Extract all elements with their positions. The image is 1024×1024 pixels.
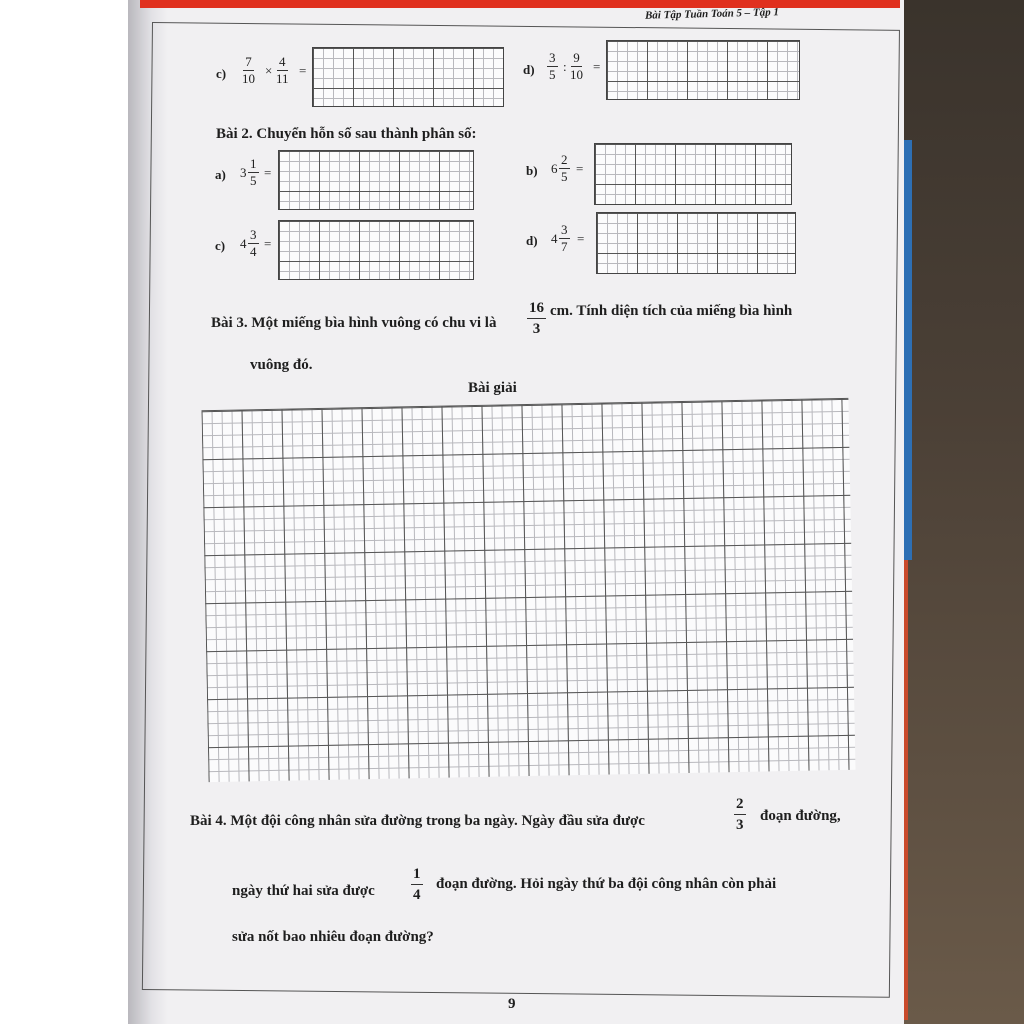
- background-left: [0, 0, 130, 1024]
- equals-sign: =: [264, 165, 272, 180]
- whole-number: 4: [551, 231, 558, 246]
- ex1-c-answer-grid[interactable]: [312, 47, 504, 107]
- ex4-text-part3: ngày thứ hai sửa được: [232, 883, 375, 899]
- ex1-c-fraction-a: [240, 54, 257, 87]
- ex3-text-part1: Bài 3. Một miếng bìa hình vuông có chu vi là: [211, 315, 497, 331]
- whole-number: 3: [240, 165, 247, 180]
- ex4-fraction-day1: [734, 794, 746, 835]
- ex4-text-part2: đoạn đường,: [760, 808, 841, 824]
- ex1-d-answer-grid[interactable]: [606, 40, 800, 100]
- whole-number: 4: [240, 236, 247, 251]
- ex4-fraction-day2: [411, 864, 423, 905]
- ex2-a-fraction: [248, 156, 259, 189]
- denominator: 10: [242, 71, 255, 86]
- numerator: 1: [250, 156, 257, 171]
- ex2-c-label: c): [215, 238, 226, 253]
- ex2-c-fraction: [248, 227, 259, 260]
- denominator: 4: [413, 887, 421, 903]
- ex3-perimeter-fraction: [527, 298, 546, 339]
- multiply-sign: ×: [265, 63, 273, 78]
- equals-sign: =: [576, 161, 584, 176]
- page-number: 9: [508, 996, 516, 1012]
- denominator: 11: [276, 71, 289, 86]
- ex2-c-answer-grid[interactable]: [278, 220, 474, 280]
- ex1-c-label: c): [216, 66, 227, 81]
- cover-edge-band: [140, 0, 900, 8]
- equals-sign: =: [577, 231, 585, 246]
- ex2-a-label: a): [215, 167, 226, 182]
- numerator: 3: [549, 50, 556, 65]
- denominator: 3: [532, 321, 541, 337]
- denominator: 4: [250, 244, 257, 259]
- denominator: 5: [561, 169, 568, 184]
- numerator: 9: [573, 50, 580, 65]
- numerator: 16: [527, 298, 546, 319]
- ex2-b-fraction: [559, 152, 570, 185]
- whole-number: 6: [551, 161, 558, 176]
- background-right: [900, 0, 1024, 1024]
- equals-sign: =: [593, 59, 601, 74]
- ex2-d-answer-grid[interactable]: [596, 212, 796, 274]
- numerator: 1: [411, 864, 423, 885]
- ex4-text-part1: Bài 4. Một đội công nhân sửa đường trong ba ngày. Ngày đầu sửa được: [190, 813, 645, 829]
- solution-heading: Bài giải: [468, 380, 517, 396]
- ex2-title: Bài 2. Chuyển hỗn số sau thành phân số:: [216, 126, 477, 142]
- numerator: 7: [245, 54, 252, 69]
- denominator: 7: [561, 239, 568, 254]
- denominator: 5: [549, 67, 556, 82]
- denominator: 3: [736, 817, 744, 833]
- ex1-c-fraction-b: [274, 54, 291, 87]
- ex4-text-part4: đoạn đường. Hỏi ngày thứ ba đội công nhân còn phải: [436, 876, 777, 892]
- ex2-d-label: d): [526, 233, 538, 248]
- ex2-d-fraction: [559, 222, 570, 255]
- ex2-a-answer-grid[interactable]: [278, 150, 474, 210]
- ex2-b-label: b): [526, 163, 538, 178]
- numerator: 2: [561, 152, 568, 167]
- numerator: 3: [561, 222, 568, 237]
- numerator: 3: [250, 227, 257, 242]
- ex1-d-label: d): [523, 62, 535, 77]
- ex1-d-fraction-a: [547, 50, 558, 83]
- numerator: 4: [279, 54, 286, 69]
- ex3-text-part2: cm. Tính diện tích của miếng bìa hình: [550, 303, 793, 319]
- equals-sign: =: [299, 63, 307, 78]
- running-title: Bài Tập Tuần Toán 5 – Tập 1: [644, 6, 780, 22]
- denominator: 5: [250, 173, 257, 188]
- numerator: 2: [734, 794, 746, 815]
- solution-answer-grid[interactable]: [201, 398, 855, 782]
- ex1-d-fraction-b: [568, 50, 585, 83]
- ex2-b-answer-grid[interactable]: [594, 143, 792, 205]
- denominator: 10: [570, 67, 583, 82]
- ex3-text-line2: vuông đó.: [250, 357, 313, 373]
- ex4-text-line3: sửa nốt bao nhiêu đoạn đường?: [232, 929, 434, 945]
- equals-sign: =: [264, 236, 272, 251]
- divide-sign: :: [563, 59, 567, 74]
